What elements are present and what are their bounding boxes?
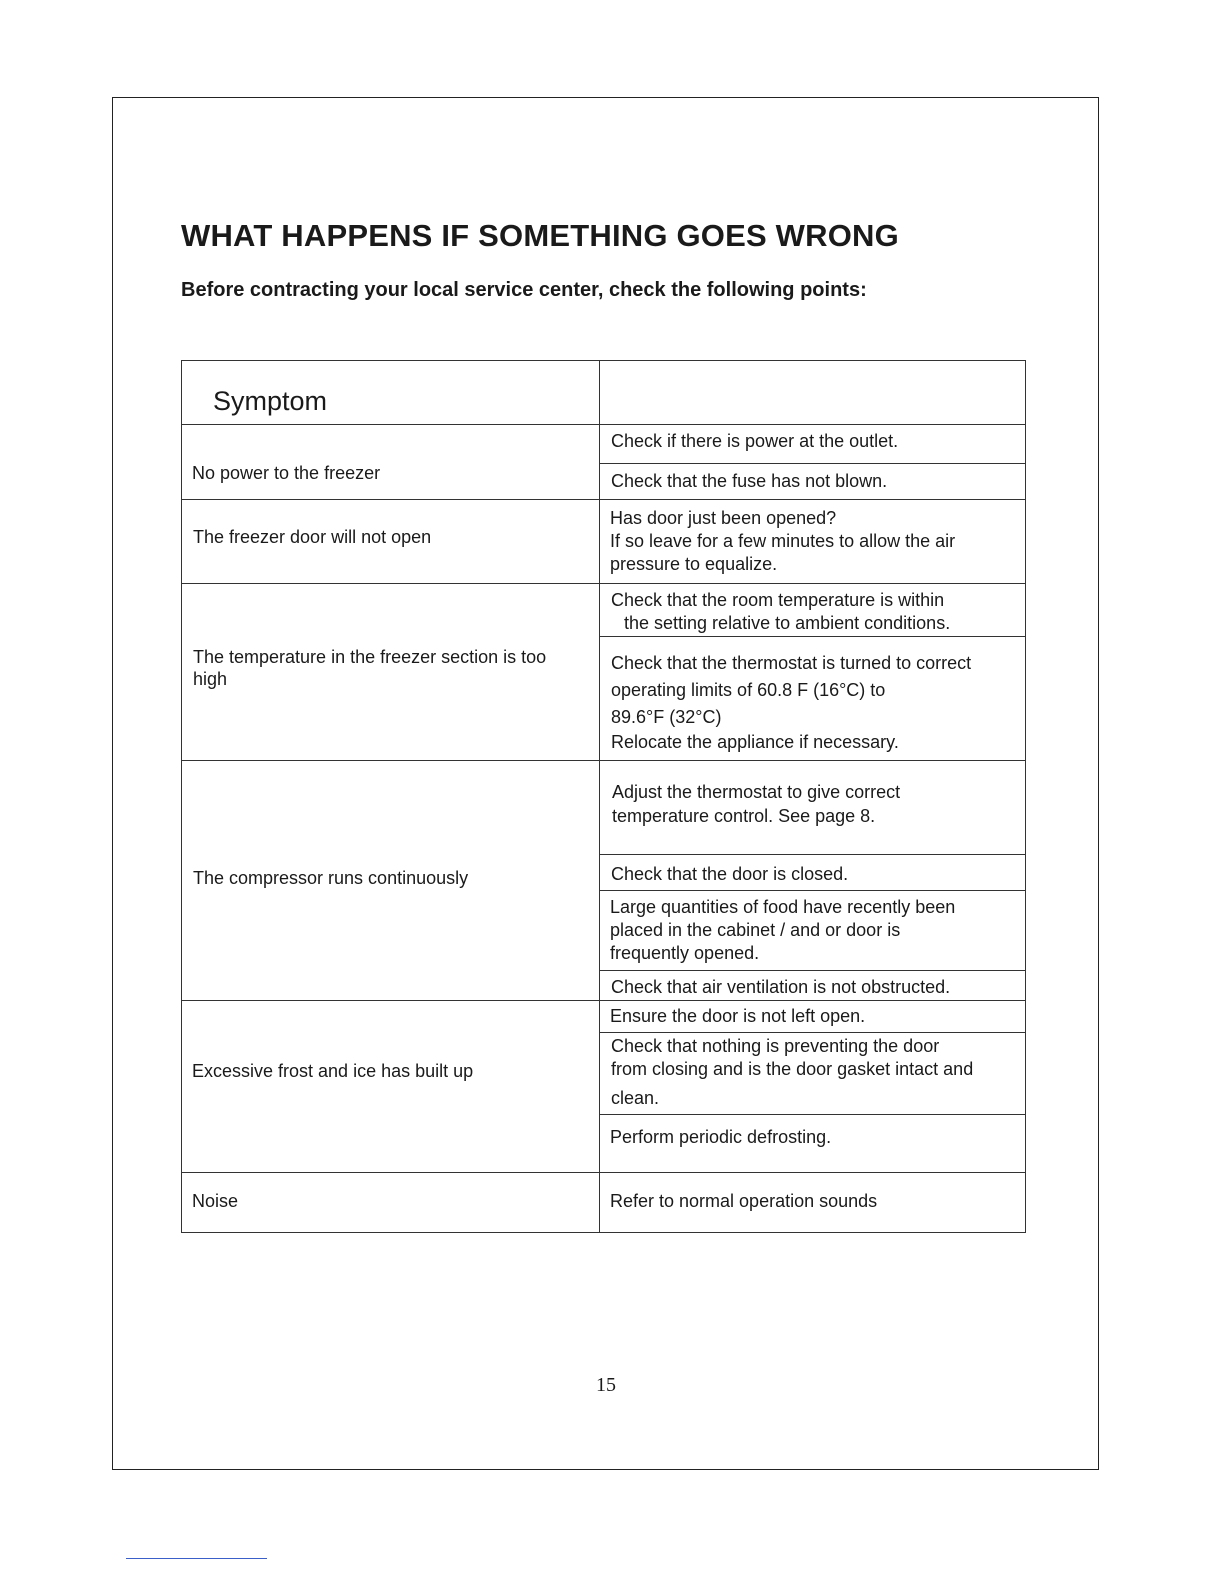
row-divider bbox=[181, 760, 1026, 761]
check-door-opened-l3: pressure to equalize. bbox=[610, 554, 778, 574]
page-subtitle: Before contracting your local service center, check the following points: bbox=[181, 279, 867, 301]
row-divider bbox=[181, 1172, 1026, 1173]
page-title: WHAT HAPPENS IF SOMETHING GOES WRONG bbox=[181, 218, 899, 253]
troubleshooting-table bbox=[181, 360, 1026, 1233]
subrow-divider bbox=[599, 636, 1026, 637]
check-door-opened-l2: If so leave for a few minutes to allow the air bbox=[610, 531, 956, 551]
check-door-closed: Check that the door is closed. bbox=[611, 864, 849, 884]
symptom-noise: Noise bbox=[192, 1191, 239, 1211]
table-top-border bbox=[181, 360, 1026, 361]
symptom-temperature-high-cont: high bbox=[193, 669, 228, 689]
check-door-gasket-l3: clean. bbox=[611, 1088, 660, 1108]
symptom-excessive-frost: Excessive frost and ice has built up bbox=[192, 1061, 474, 1081]
table-right-border bbox=[1025, 360, 1026, 1233]
check-door-gasket-l1: Check that nothing is preventing the door bbox=[611, 1036, 940, 1056]
subrow-divider bbox=[599, 890, 1026, 891]
check-power-outlet: Check if there is power at the outlet. bbox=[611, 431, 899, 451]
check-fuse: Check that the fuse has not blown. bbox=[611, 471, 888, 491]
column-divider bbox=[599, 360, 600, 1233]
row-divider bbox=[181, 583, 1026, 584]
row-divider bbox=[181, 499, 1026, 500]
subrow-divider bbox=[599, 854, 1026, 855]
check-adjust-thermostat-l2: temperature control. See page 8. bbox=[612, 806, 876, 826]
footer-underline bbox=[126, 1558, 267, 1559]
page-number: 15 bbox=[596, 1374, 616, 1396]
symptom-no-power: No power to the freezer bbox=[192, 463, 381, 483]
check-periodic-defrosting: Perform periodic defrosting. bbox=[610, 1127, 832, 1147]
subrow-divider bbox=[599, 970, 1026, 971]
symptom-temperature-high: The temperature in the freezer section is too bbox=[193, 647, 547, 667]
check-thermostat-l1: Check that the thermostat is turned to correct bbox=[611, 653, 972, 673]
check-adjust-thermostat-l1: Adjust the thermostat to give correct bbox=[612, 782, 901, 802]
symptom-door-not-open: The freezer door will not open bbox=[193, 527, 432, 547]
check-food-quantity-l1: Large quantities of food have recently been bbox=[610, 897, 956, 917]
check-food-quantity-l2: placed in the cabinet / and or door is bbox=[610, 920, 901, 940]
symptom-compressor-continuous: The compressor runs continuously bbox=[193, 868, 469, 888]
row-divider bbox=[181, 424, 1026, 425]
check-door-gasket-l2: from closing and is the door gasket intact and bbox=[611, 1059, 974, 1079]
check-room-temp-l1: Check that the room temperature is within bbox=[611, 590, 945, 610]
table-left-border bbox=[181, 360, 182, 1233]
check-normal-sounds: Refer to normal operation sounds bbox=[610, 1191, 878, 1211]
check-thermostat-l3: 89.6°F (32°C) bbox=[611, 707, 722, 727]
subrow-divider bbox=[599, 1032, 1026, 1033]
check-thermostat-l4: Relocate the appliance if necessary. bbox=[611, 732, 899, 752]
check-thermostat-l2: operating limits of 60.8 F (16°C) to bbox=[611, 680, 886, 700]
table-bottom-border bbox=[181, 1232, 1026, 1233]
subrow-divider bbox=[599, 1114, 1026, 1115]
check-door-left-open: Ensure the door is not left open. bbox=[610, 1006, 866, 1026]
row-divider bbox=[181, 1000, 1026, 1001]
check-door-opened-l1: Has door just been opened? bbox=[610, 508, 837, 528]
check-food-quantity-l3: frequently opened. bbox=[610, 943, 760, 963]
subrow-divider bbox=[599, 463, 1026, 464]
symptom-header: Symptom bbox=[213, 386, 328, 416]
check-room-temp-l2: the setting relative to ambient conditions. bbox=[624, 613, 951, 633]
check-ventilation: Check that air ventilation is not obstructed. bbox=[611, 977, 951, 997]
